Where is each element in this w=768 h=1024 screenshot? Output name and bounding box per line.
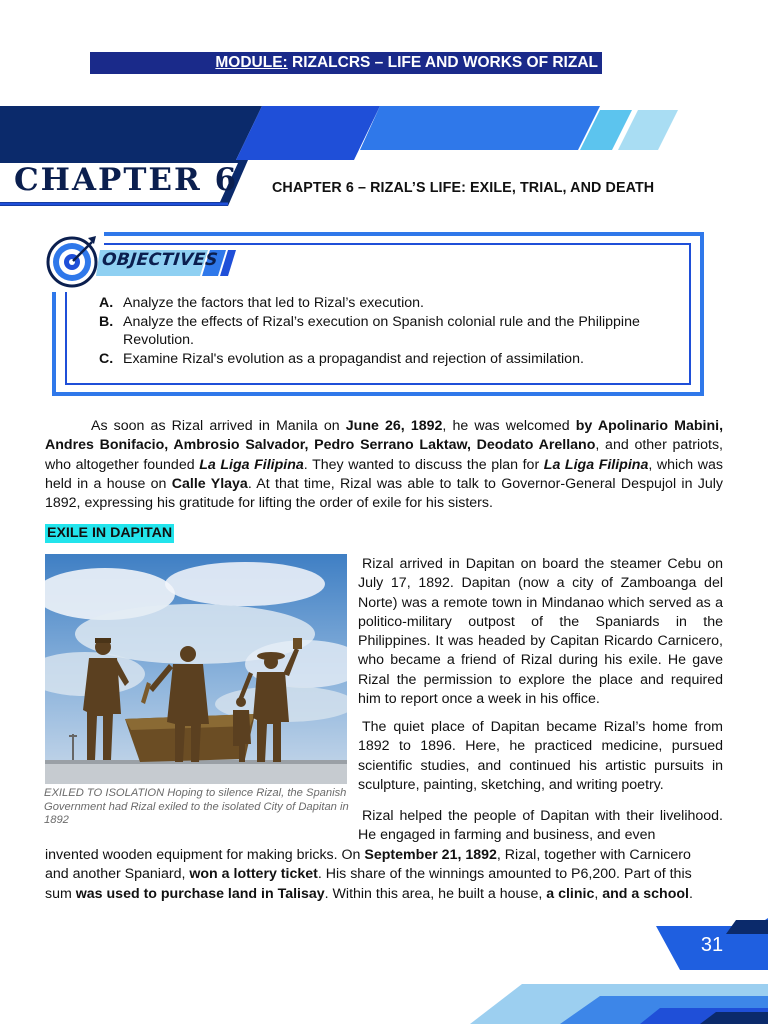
objective-item: [99, 350, 689, 369]
footer-decoration: [0, 900, 768, 1024]
objective-text: Examine Rizal's evolution as a propagandist and rejection of assimilation.: [123, 350, 584, 367]
photo-caption: EXILED TO ISOLATION Hoping to silence Rizal, the Spanish Government had Rizal exiled to the isolated City of Dapitan in 1892: [44, 787, 349, 827]
chapter-label: CHAPTER 6: [14, 162, 239, 198]
objective-key: A.: [99, 295, 114, 311]
objective-item: [99, 313, 689, 350]
lottery-paragraph: invented wooden equipment for making bricks. On September 21, 1892, Rizal, together with Carnicero and another Spaniard, won a lottery ticket. His share of the winnings amounted to P6,200. Part of this sum was used to purchase land in Talisay. Within this area, he built a house, a clinic, and a school.: [45, 847, 693, 902]
module-title: RIZALCRS – LIFE AND WORKS OF RIZAL: [287, 54, 598, 71]
objective-text: Analyze the effects of Rizal’s execution on Spanish colonial rule and the Philippine Revolution.: [123, 313, 640, 348]
objectives-title: OBJECTIVES: [100, 250, 219, 270]
page-number: 31: [700, 934, 724, 956]
banner-stripe-navy: [0, 106, 262, 160]
section-heading-exile: EXILE IN DAPITAN: [47, 525, 173, 541]
objectives-list: [99, 294, 689, 368]
banner-stripe-blue: [360, 106, 600, 150]
objective-key: B.: [99, 313, 114, 330]
objective-key: C.: [99, 350, 114, 367]
dapitan-home-paragraph: The quiet place of Dapitan became Rizal’s home from 1892 to 1896. Here, he practiced medicine, pursued scientific studies, and continued his artistic pursuits in sculpture, painting, sketching, and writing poetry.: [358, 719, 723, 793]
module-heading: [90, 52, 602, 74]
rizal-monument-photo: [45, 554, 347, 784]
dapitan-arrival-paragraph: Rizal arrived in Dapitan on board the steamer Cebu on July 17, 1892. Dapitan (now a city of Zamboanga del Norte) was a remote town in Mindanao which served as a politico-military outpost of the Spaniards in the Philippines. It was headed by Capitan Ricardo Carnicero, who became a friend of Rizal during his exile. He gave Rizal the permission to explore the place and required him to report once a week in his office.: [358, 556, 723, 708]
module-label: MODULE:: [215, 54, 288, 71]
target-icon: [46, 234, 100, 288]
intro-paragraph: As soon as Rizal arrived in Manila on June 26, 1892, he was welcomed by Apolinario Mabini, Andres Bonifacio, Ambrosio Salvador, Pedro Serrano Laktaw, Deodato Arellano, and other patriots, who altogether founded La Liga Filipina. They wanted to discuss the plan for La Liga Filipina, which was held in a house on Calle Ylaya. At that time, Rizal was able to talk to Governor-General Despujol in July 1892, expressing his gratitude for lifting the order of exile for his sisters.: [45, 418, 724, 512]
dapitan-livelihood-paragraph: Rizal helped the people of Dapitan with their livelihood. He engaged in farming and business, and even: [358, 808, 723, 844]
objective-text: Analyze the factors that led to Rizal’s execution.: [123, 295, 424, 311]
objective-item: [99, 294, 689, 313]
module-bar: [90, 52, 602, 74]
chapter-title: CHAPTER 6 – RIZAL’S LIFE: EXILE, TRIAL, AND DEATH: [272, 180, 655, 196]
